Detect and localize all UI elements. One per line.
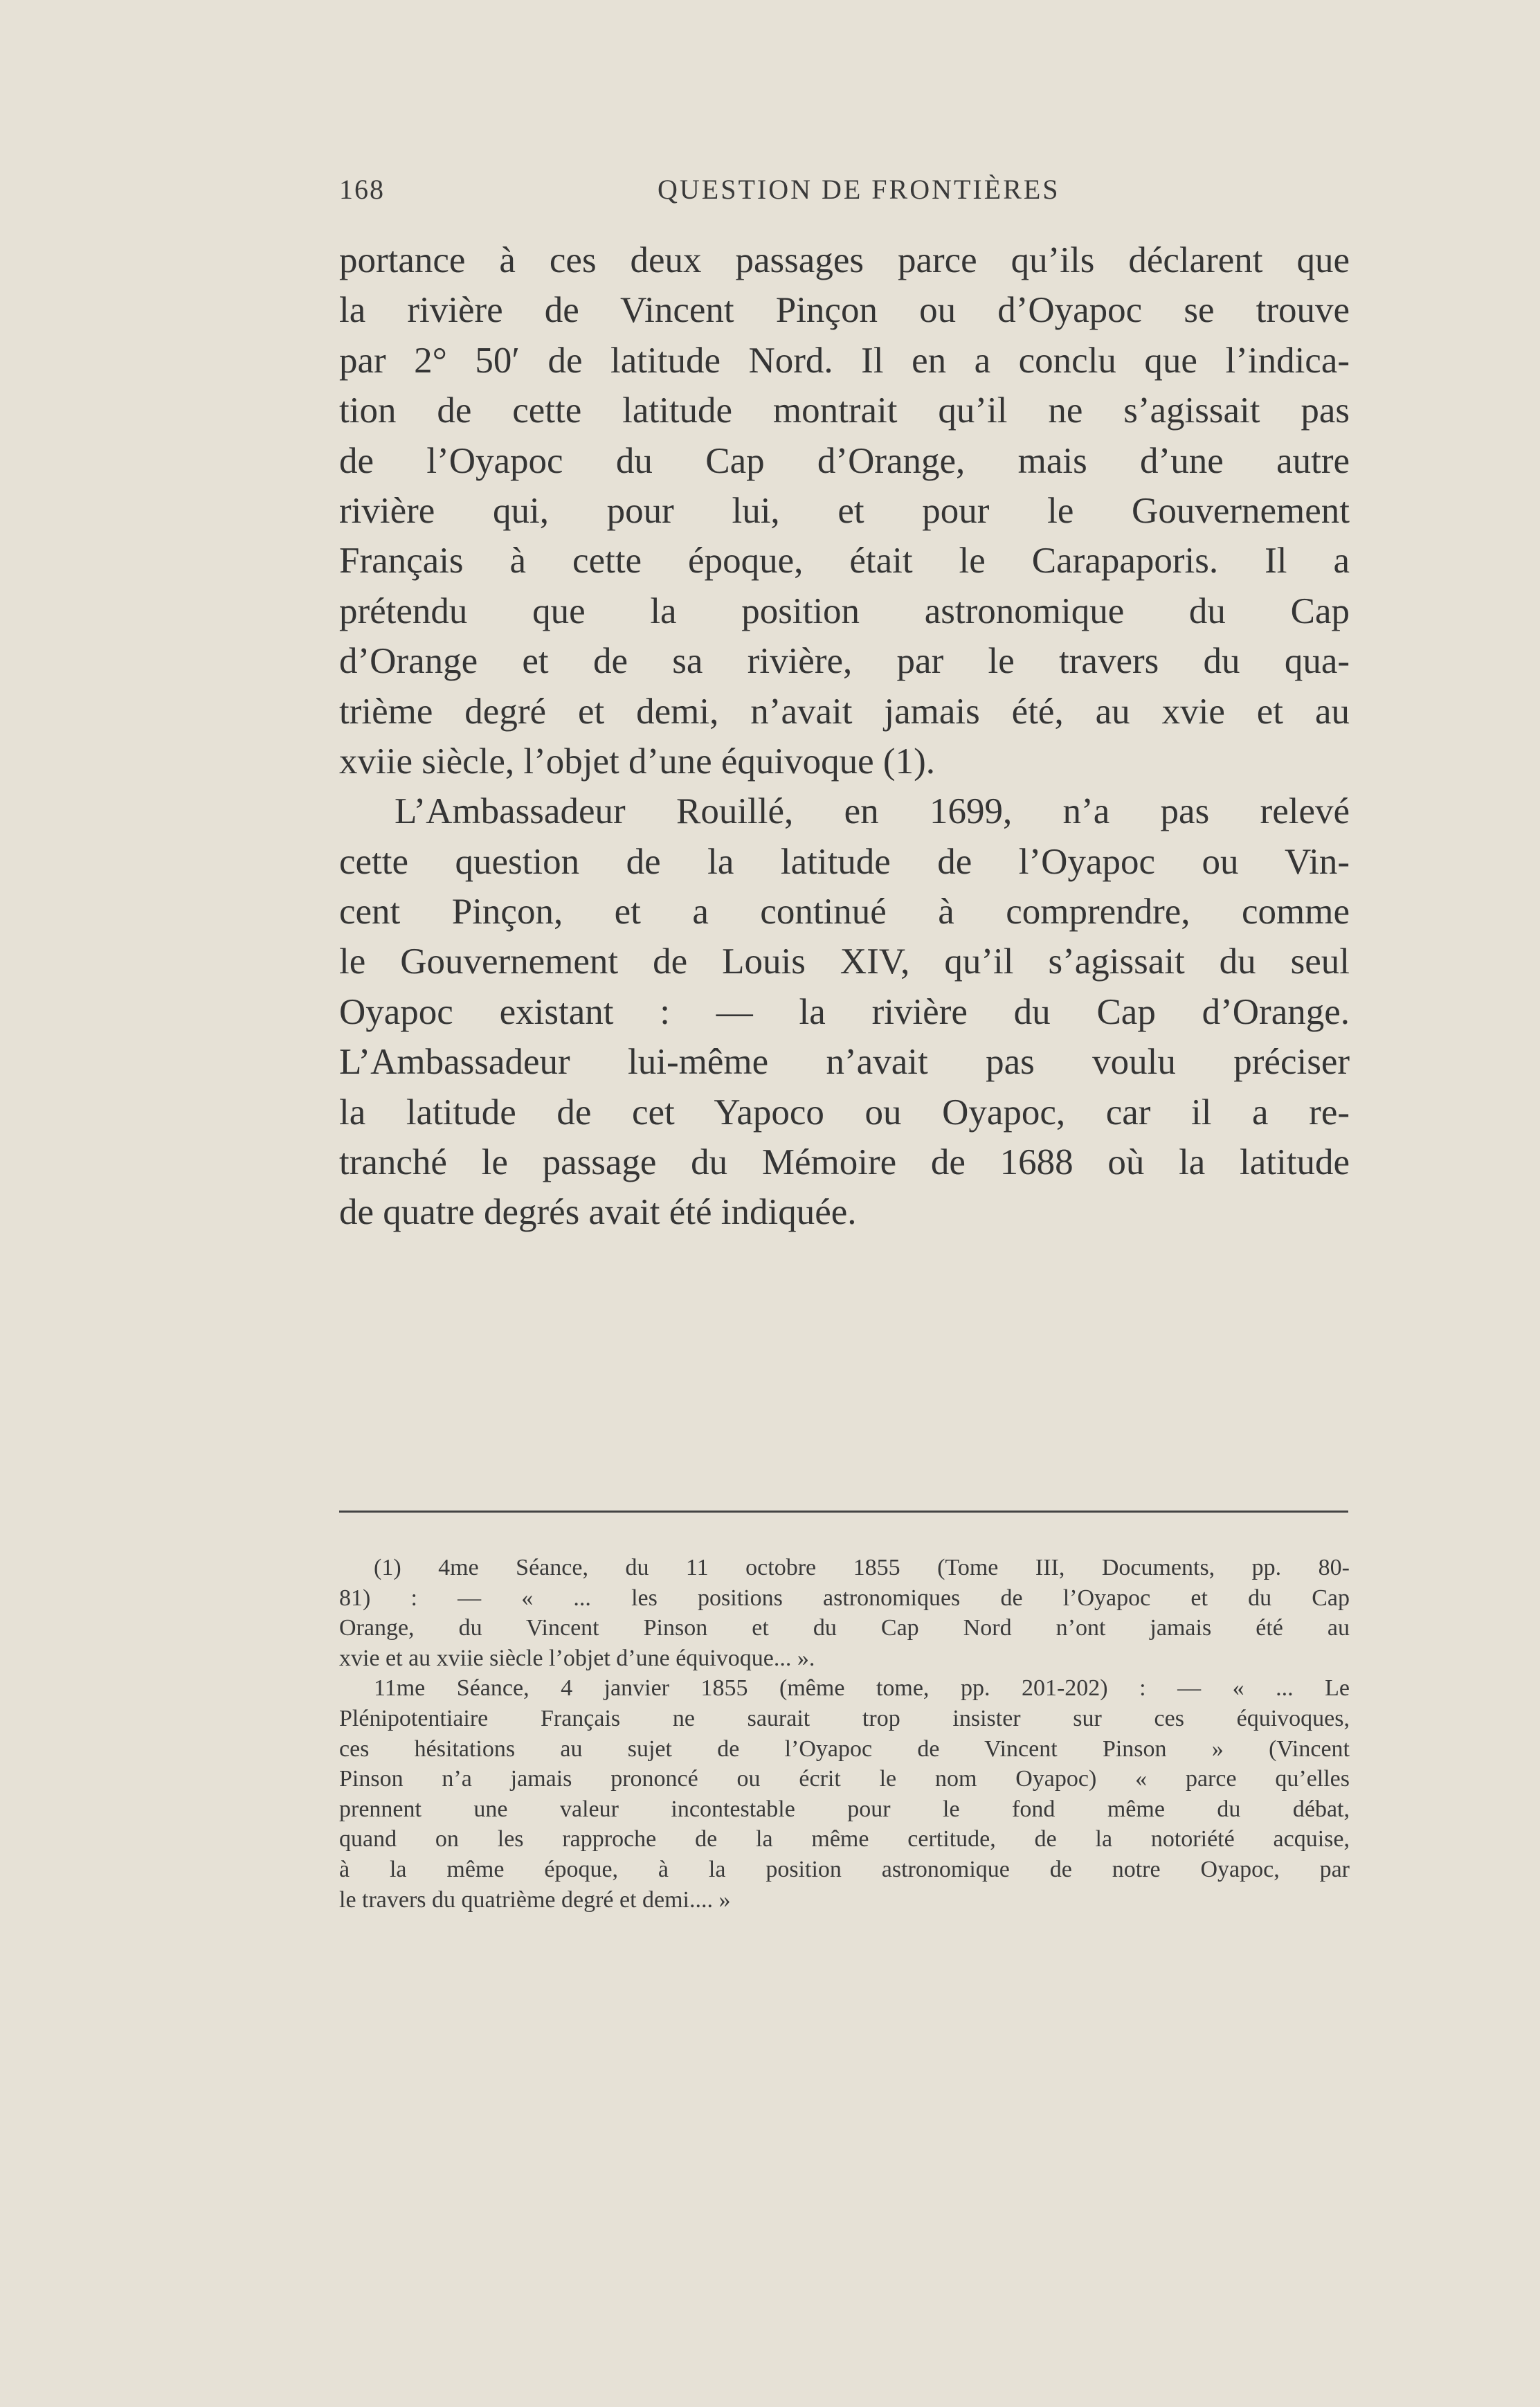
footnote-line: Plénipotentiaire Français ne saurait trop insister sur ces équivoques, bbox=[339, 1705, 1350, 1731]
text-line: la rivière de Vincent Pinçon ou d’Oyapoc se trouve bbox=[339, 290, 1350, 331]
footnote-line: (1) 4me Séance, du 11 octobre 1855 (Tome III, Documents, pp. 80- bbox=[374, 1555, 1350, 1580]
text-line: par 2° 50′ de latitude Nord. Il en a conclu que l’indica- bbox=[339, 340, 1350, 381]
text-line: Français à cette époque, était le Carapaporis. Il a bbox=[339, 541, 1350, 582]
footnote-line: Pinson n’a jamais prononcé ou écrit le nom Oyapoc) « parce qu’elles bbox=[339, 1766, 1350, 1792]
running-title: QUESTION DE FRONTIÈRES bbox=[658, 174, 1060, 205]
footnotes bbox=[339, 1553, 1350, 1915]
text-line: prétendu que la position astronomique du Cap bbox=[339, 591, 1350, 631]
text-line: rivière qui, pour lui, et pour le Gouvernement bbox=[339, 490, 1350, 531]
text-line: L’Ambassadeur Rouillé, en 1699, n’a pas relevé bbox=[395, 791, 1350, 832]
text-line: cette question de la latitude de l’Oyapoc ou Vin- bbox=[339, 841, 1350, 882]
footnote-line: le travers du quatrième degré et demi.... » bbox=[339, 1886, 731, 1913]
text-line: le Gouvernement de Louis XIV, qu’il s’agissait du seul bbox=[339, 941, 1350, 982]
text-line: la latitude de cet Yapoco ou Oyapoc, car il a re- bbox=[339, 1092, 1350, 1133]
text-line: L’Ambassadeur lui-même n’avait pas voulu préciser bbox=[339, 1042, 1350, 1083]
footnote-line: à la même époque, à la position astronomique de notre Oyapoc, par bbox=[339, 1856, 1350, 1882]
footnote-line: xvie et au xviie siècle l’objet d’une équivoque... ». bbox=[339, 1645, 815, 1671]
text-line: de quatre degrés avait été indiquée. bbox=[339, 1192, 857, 1233]
footnote-line: 11me Séance, 4 janvier 1855 (même tome, pp. 201-202) : — « ... Le bbox=[374, 1675, 1350, 1702]
text-line: d’Orange et de sa rivière, par le travers du qua- bbox=[339, 641, 1350, 682]
text-line: xviie siècle, l’objet d’une équivoque (1). bbox=[339, 741, 935, 782]
footnote-line: prennent une valeur incontestable pour le fond même du débat, bbox=[339, 1796, 1350, 1822]
text-line: tion de cette latitude montrait qu’il ne s’agissait pas bbox=[339, 390, 1350, 431]
footnote-line: Orange, du Vincent Pinson et du Cap Nord n’ont jamais été au bbox=[339, 1615, 1350, 1641]
page-header bbox=[339, 173, 1350, 215]
main-text bbox=[339, 235, 1350, 1238]
text-line: portance à ces deux passages parce qu’ils déclarent que bbox=[339, 240, 1350, 280]
text-line: de l’Oyapoc du Cap d’Orange, mais d’une autre bbox=[339, 440, 1350, 481]
footnote-line: 81) : — « ... les positions astronomiques de l’Oyapoc et du Cap bbox=[339, 1585, 1350, 1611]
text-line: cent Pinçon, et a continué à comprendre, comme bbox=[339, 892, 1350, 932]
page-number: 168 bbox=[339, 174, 385, 205]
text-line: Oyapoc existant : — la rivière du Cap d’Orange. bbox=[339, 991, 1350, 1032]
footnote-line: ces hésitations au sujet de l’Oyapoc de Vincent Pinson » (Vincent bbox=[339, 1736, 1350, 1762]
footnote-line: quand on les rapproche de la même certitude, de la notoriété acquise, bbox=[339, 1826, 1350, 1852]
footnote-divider bbox=[339, 1511, 1348, 1513]
text-line: tranché le passage du Mémoire de 1688 où la latitude bbox=[339, 1142, 1350, 1183]
text-line: trième degré et demi, n’avait jamais été, au xvie et au bbox=[339, 691, 1350, 732]
